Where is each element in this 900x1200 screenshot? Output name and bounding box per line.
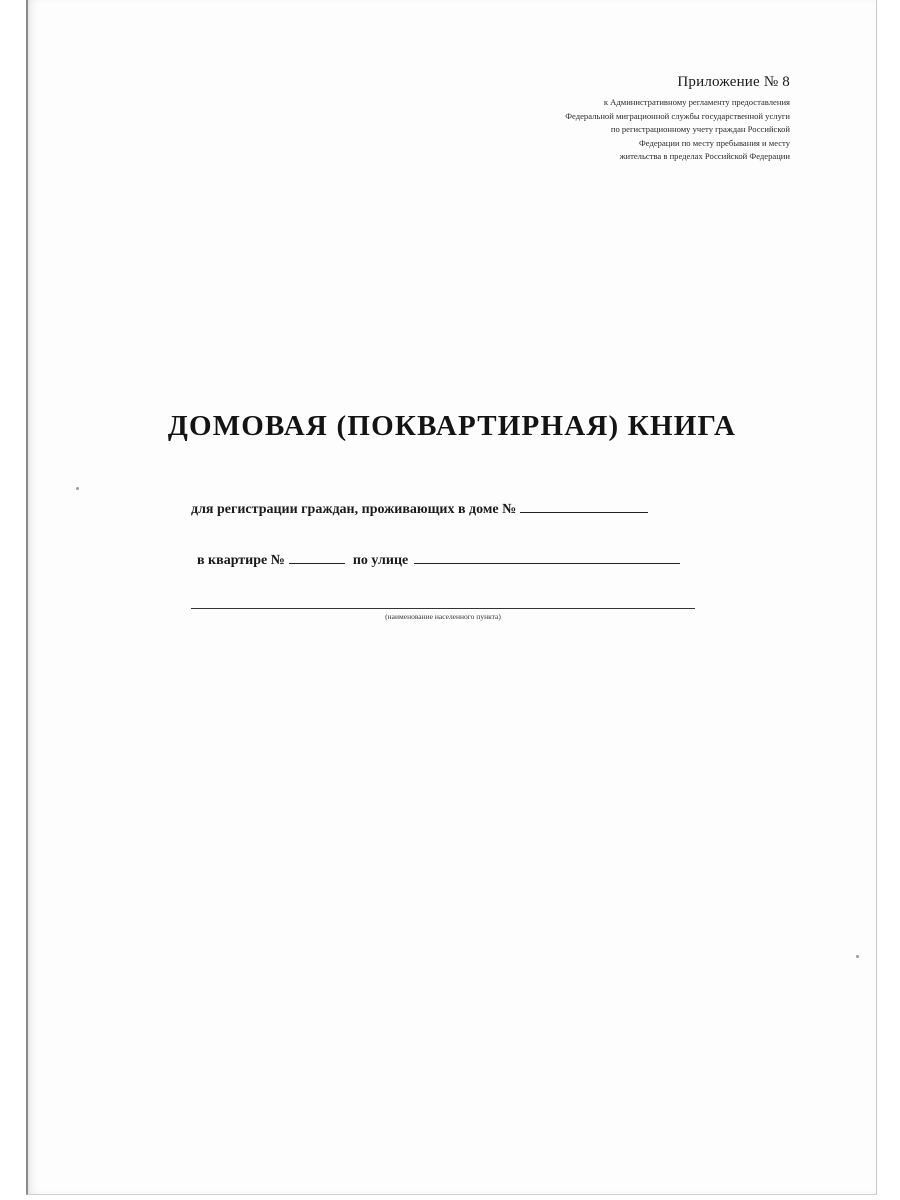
paper-speck	[856, 955, 859, 958]
street-label: по улице	[352, 553, 409, 568]
document-title: ДОМОВАЯ (ПОКВАРТИРНАЯ) КНИГА	[167, 410, 737, 442]
appendix-line: к Административному регламенту предоставления	[603, 97, 790, 107]
house-number-label: для регистрации граждан, проживающих в доме №	[191, 502, 517, 517]
house-number-blank	[520, 498, 648, 513]
document-page	[26, 0, 877, 1195]
appendix-line: жительства в пределах Российской Федерации	[619, 151, 790, 161]
house-number-row	[191, 498, 648, 518]
appendix-line: Федеральной миграционной службы государственной услуги	[565, 110, 790, 121]
paper-speck	[76, 487, 79, 490]
appendix-line: Федерации по месту пребывания и месту	[638, 137, 790, 148]
locality-blank	[191, 608, 695, 609]
appendix-reference	[490, 96, 790, 164]
appendix-line: по регистрационному учету граждан Российской	[610, 124, 790, 134]
street-blank	[414, 549, 680, 564]
flat-number-label: в квартире №	[197, 553, 285, 568]
locality-caption: (наименование населенного пункта)	[385, 612, 501, 621]
flat-number-blank	[289, 549, 345, 564]
appendix-block	[490, 74, 790, 164]
appendix-title: Приложение № 8	[677, 74, 790, 90]
flat-street-row	[197, 549, 680, 569]
